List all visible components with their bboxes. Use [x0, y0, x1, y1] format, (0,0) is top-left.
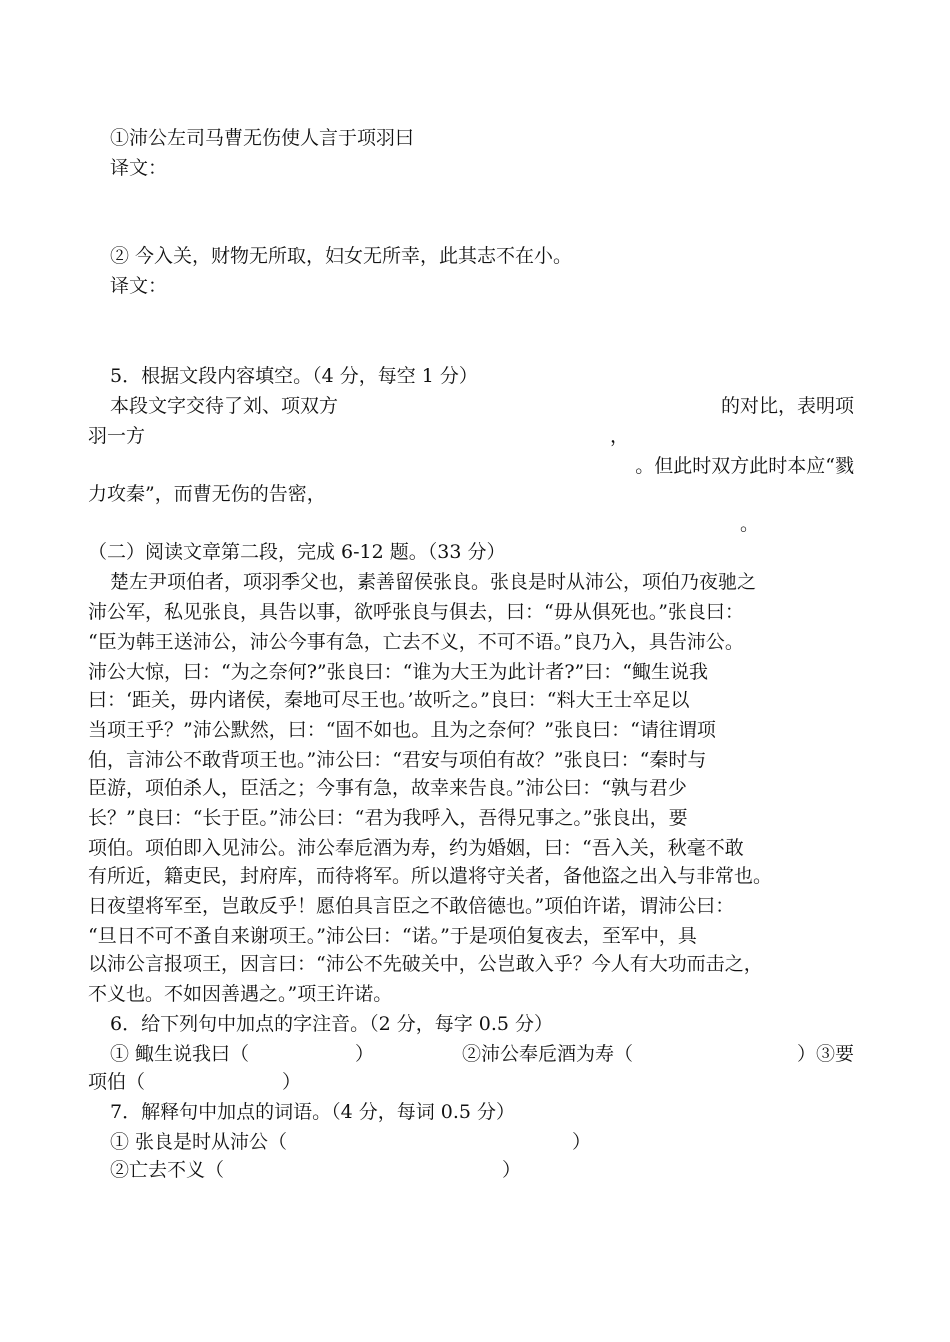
q7-title: 7．解释句中加点的词语。（4 分，每词 0.5 分） — [110, 1101, 516, 1123]
q6-item1: ① 鲰生说我曰（ — [110, 1043, 250, 1065]
passage-line: 伯，言沛公不敢背项王也。”沛公曰：“君安与项伯有故？”张良曰：“秦时与 — [88, 749, 707, 771]
q6-item1-close: ） — [355, 1043, 375, 1065]
passage-line: 项伯。项伯即入见沛公。沛公奉卮酒为寿，约为婚姻，曰：“吾入关，秋毫不敢 — [88, 837, 744, 859]
q4-item2-translation-label: 译文： — [110, 275, 168, 297]
passage-line: 当项王乎？”沛公默然，曰：“固不如也。且为之奈何？”张良曰：“请往谓项 — [88, 719, 716, 741]
q7-item1-close: ） — [572, 1131, 592, 1153]
q5-line2-comma: ， — [610, 425, 630, 447]
passage-line: 日夜望将军至，岂敢反乎！愿伯具言臣之不敢倍德也。”项伯许诺，谓沛公曰： — [88, 895, 735, 917]
q5-line3-right: 。但此时双方此时本应“戮 — [635, 455, 854, 477]
passage-line: 沛公大惊，曰：“为之奈何?”张良曰：“谁为大王为此计者?”曰：“鲰生说我 — [88, 661, 708, 683]
q6-item3-close: ） — [282, 1071, 302, 1093]
q5-line5-period: 。 — [740, 513, 760, 535]
passage-line: 曰：‘距关，毋内诸侯，秦地可尽王也。’故听之。”良曰：“料大王士卒足以 — [88, 689, 690, 711]
q7-item2: ②亡去不义（ — [110, 1159, 225, 1181]
q6-title: 6．给下列句中加点的字注音。（2 分，每字 0.5 分） — [110, 1013, 554, 1035]
passage-line: 长？”良曰：“长于臣。”沛公曰：“君为我呼入，吾得兄事之。”张良出，要 — [88, 807, 688, 829]
q4-item1-sentence: ①沛公左司马曹无伤使人言于项羽曰 — [110, 127, 415, 149]
q7-item2-close: ） — [502, 1159, 522, 1181]
passage-line: 不义也。不如因善遇之。”项王许诺。 — [88, 983, 393, 1005]
q7-item1: ① 张良是时从沛公（ — [110, 1131, 288, 1153]
passage-line: 臣游，项伯杀人，臣活之；今事有急，故幸来告良。”沛公曰：“孰与君少 — [88, 777, 687, 799]
q5-line1-right: 的对比，表明项 — [720, 395, 854, 417]
q4-item2-sentence: ② 今入关，财物无所取，妇女无所幸，此其志不在小。 — [110, 245, 573, 267]
q6-item3: 项伯（ — [88, 1071, 146, 1093]
q5-line1-left: 本段文字交待了刘、项双方 — [110, 395, 339, 417]
q5-title: 5．根据文段内容填空。（4 分，每空 1 分） — [110, 365, 478, 387]
passage-line: 沛公军，私见张良，具告以事，欲呼张良与俱去，曰：“毋从俱死也。”张良曰： — [88, 601, 744, 623]
passage-line: 有所近，籍吏民，封府库，而待将军。所以遣将守关者，备他盗之出入与非常也。 — [88, 865, 773, 887]
q4-item1-translation-label: 译文： — [110, 157, 168, 179]
passage-line: 楚左尹项伯者，项羽季父也，素善留侯张良。张良是时从沛公，项伯乃夜驰之 — [110, 571, 757, 593]
passage-line: 以沛公言报项王，因言曰：“沛公不先破关中，公岂敢入乎？今人有大功而击之， — [88, 953, 763, 975]
q6-item2: ②沛公奉卮酒为寿（ — [462, 1043, 634, 1065]
passage-line: “旦日不可不蚤自来谢项王。”沛公曰：“诺。”于是项伯复夜去，至军中，具 — [88, 925, 697, 947]
passage-line: “臣为韩王送沛公，沛公今事有急，亡去不义，不可不语。”良乃入，具告沛公。 — [88, 631, 744, 653]
q5-line4-left: 力攻秦”，而曹无伤的告密， — [88, 483, 326, 505]
section2-heading: （二）阅读文章第二段，完成 6-12 题。（33 分） — [88, 541, 506, 563]
q5-line2-left: 羽一方 — [88, 425, 146, 447]
q6-item2-close: ）③要 — [796, 1043, 854, 1065]
